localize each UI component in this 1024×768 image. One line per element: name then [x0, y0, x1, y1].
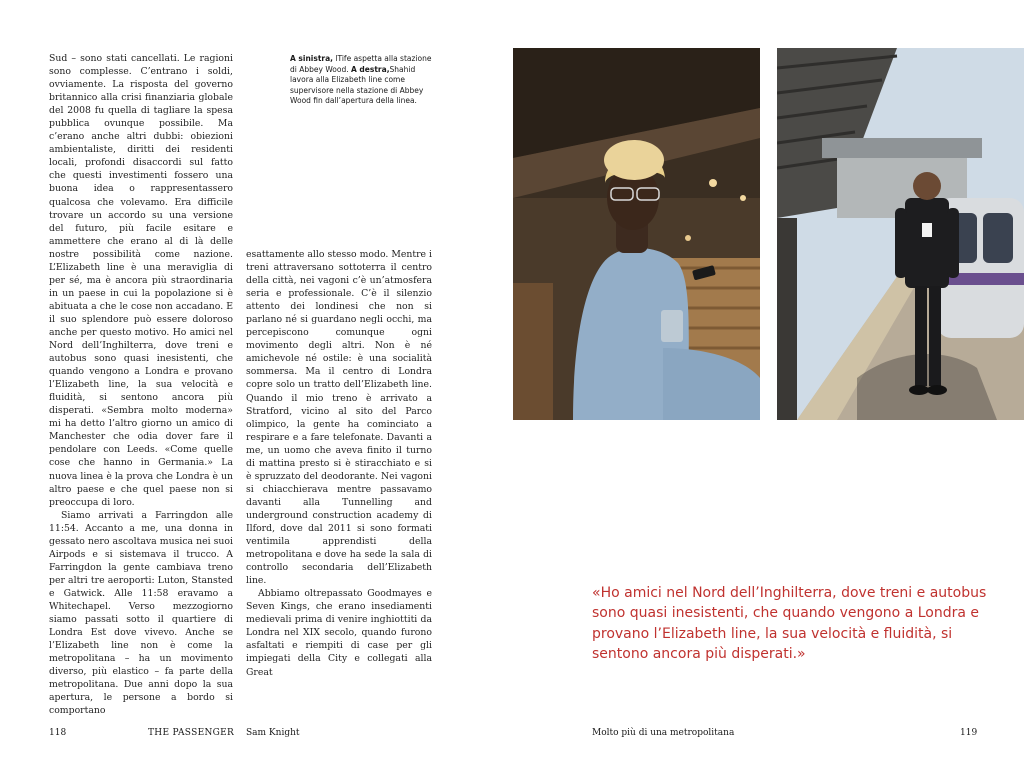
photo-man-on-platform: [777, 48, 1024, 420]
pull-quote: «Ho amici nel Nord dell’Inghilterra, dove treni e autobus sono quasi inesistenti, che quando vengono a Londra e provano l’Elizabeth line, la sua velocità e fluidità, si sentono ancora più disperati.»: [592, 585, 987, 662]
page-number-left: 118: [49, 728, 67, 738]
article-paragraph: Abbiamo oltrepassato Goodmayes e Seven Kings, che erano insediamenti medievali prima di venire inghiottiti da Londra nel XIX secolo, quando furono asfaltati e riempiti di case per gli impiegati della City e collegati alla Great: [246, 588, 432, 678]
caption-left-text: lTife aspetta alla stazione di Abbey Wood.: [290, 54, 432, 74]
article-paragraph: Siamo arrivati a Farringdon alle 11:54. Accanto a me, una donna in gessato nero ascoltava musica nei suoi Airpods e si sistemava il trucco. A Farringdon la gente cambiava treno per altri tre aeroporti: Luton, Stansted e Gatwick. Alle 11:58 eravamo a Whitechapel. Verso mezzogiorno siamo passati sotto il quartiere di Londra Est dove vivevo. Anche se l’Elizabeth line non è come la metropolitana – ha un movimento diverso, più elastico – fa parte della metropolitana. Due anni dopo la sua apertura, le persone a bordo si comportano: [49, 509, 233, 717]
article-column-1: [49, 52, 233, 717]
caption-left-label: A sinistra,: [290, 54, 334, 63]
photo-man-illustration: [777, 48, 1024, 420]
page-number-right: 119: [960, 728, 978, 738]
article-column-2: [246, 248, 432, 679]
running-head-magazine: THE PASSENGER: [148, 728, 235, 738]
article-paragraph: Sud – sono stati cancellati. Le ragioni sono complesse. C’entrano i soldi, ovviamente. La risposta del governo britannico alla crisi finanziaria globale del 2008 fu quella di tagliare la spesa pubblica ovunque possibile. Ma c’erano anche altri dubbi: obiezioni ambientaliste, diritti dei residenti locali, profondi disaccordi sul fatto che questi investimenti fossero una buona idea o rappresentassero qualcosa che volevamo. Era difficile trovare un accordo su una versione del futuro, più facile esitare e ammettere che erano al di là delle nostre possibilità come nazione. L’Elizabeth line è una meraviglia di per sé, ma è ancora più straordinaria in un paese in cui la popolazione si è abituata a che le cose non accadano. E il suo splendore può essere doloroso anche per questo motivo. Ho amici nel Nord dell’Inghilterra, dove treni e autobus sono quasi inesistenti, che quando vengono a Londra e provano l’Elizabeth line, la sua velocità e fluidità, si sentono ancora più disperati. «Sembra molto moderna» mi ha detto l’altro giorno un amico di Manchester che odia dover fare il pendolare con Leeds. «Come quelle cose che hanno in Germania.» La nuova linea è la prova che Londra è un altro paese e che quel paese non si preoccupa di loro.: [49, 53, 233, 508]
caption-right-text: Shahid lavora alla Elizabeth line come supervisore nella stazione di Abbey Wood fin dall’apertura della linea.: [290, 64, 424, 105]
article-paragraph: esattamente allo stesso modo. Mentre i treni attraversano sottoterra il centro della città, nei vagoni c’è un’atmosfera seria e professionale. C’è il silenzio attento dei londinesi che non si parlano né si guardano negli occhi, ma percepiscono comunque ogni movimento degli altri. Non è né amichevole né ostile: è una socialità sommersa. Ma il centro di Londra copre solo un tratto dell’Elizabeth line. Quando il mio treno è arrivato a Stratford, vicino al sito del Parco olimpico, la gente ha cominciato a respirare e a fare telefonate. Davanti a me, un uomo che aveva finito il turno di mattina presto si è stiracchiato e si è spruzzato del deodorante. Nei vagoni si chiacchierava mentre passavamo davanti alla Tunnelling and underground construction academy di Ilford, dove dal 2011 si sono formati ventimila apprendisti della metropolitana e dove ha sede la sala di controllo secondaria dell’Elizabeth line.: [246, 249, 432, 587]
photo-woman-at-station: [513, 48, 760, 420]
running-head-author: Sam Knight: [246, 728, 300, 738]
running-head-title: Molto più di una metropolitana: [592, 728, 735, 738]
photo-woman-illustration: [513, 48, 760, 420]
photo-caption: [290, 54, 438, 107]
caption-right-label: A destra,: [351, 64, 390, 74]
